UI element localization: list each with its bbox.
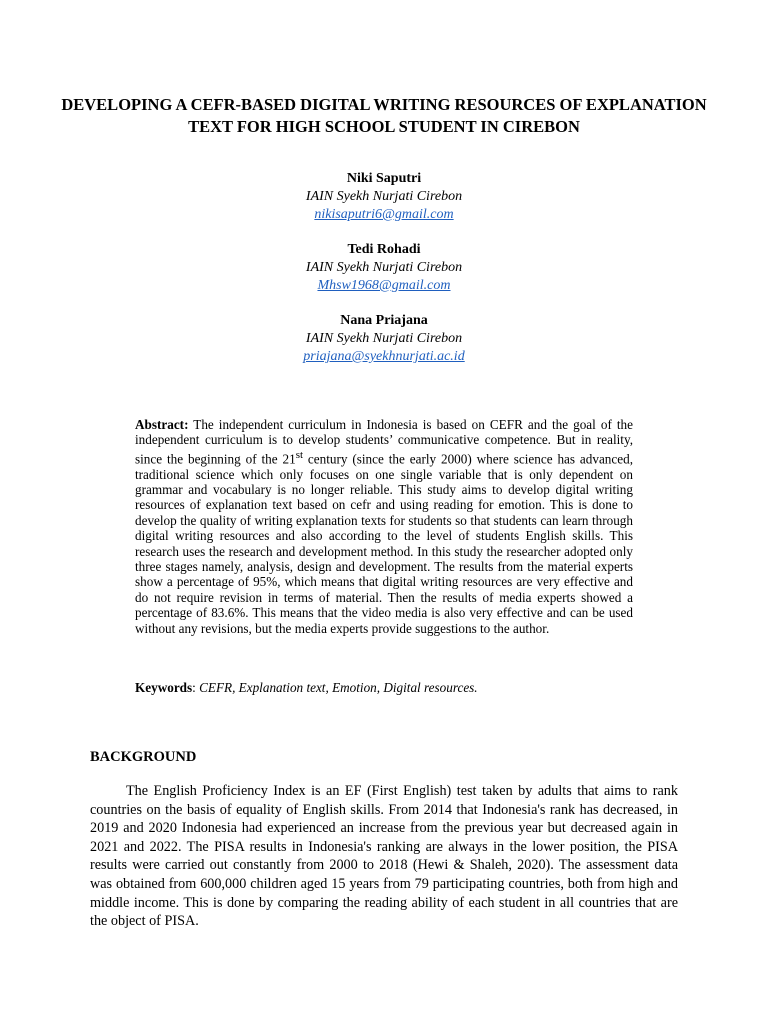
section-heading-background: BACKGROUND (90, 749, 197, 765)
author-block (100, 170, 668, 383)
author-email-link[interactable]: priajana@syekhnurjati.ac.id (303, 349, 465, 364)
author-email-link[interactable]: Mhsw1968@gmail.com (317, 278, 451, 293)
background-paragraph: The English Proficiency Index is an EF (First English) test taken by adults that aims to rank countries on the basis of equality of English skills. From 2014 that Indonesia's rank has decreased, in 2019 and 2020 Indonesia had experienced an increase from the previous year but decreased again in 2021 and 2022. The PISA results in Indonesia's ranking are always in the lower position, the PISA results were carried out constantly from 2000 to 2018 (Hewi & Shaleh, 2020). The assessment data was obtained from 600,000 children aged 15 years from 79 participating countries, both from high and middle income. This is done by comparing the reading ability of each student in all countries that are the object of PISA. (90, 783, 678, 930)
keywords-value: CEFR, Explanation text, Emotion, Digital resources. (199, 680, 478, 695)
keywords-separator: : (192, 680, 200, 695)
author-entry (100, 241, 668, 295)
author-entry (100, 170, 668, 224)
abstract-text-continued: century (since the early 2000) where science has advanced, traditional science which only focuses on one single variable that is only dependent on grammar and vocabulary is no longer reliable. This study aims to develop digital writing resources of explanation text based on cefr and using reading for emotion. This is done to develop the quality of writing explanation texts for students so that students can learn through digital writing resources and also according to the level of students English skills. This research uses the research and development method. In this study the researcher adopted only three stages namely, analysis, design and development. The results from the material experts show a percentage of 95%, which means that digital writing resources are very effective and do not require revision in terms of material. Then the results of media experts showed a percentage of 83.6%. This means that the video media is also very effective and can be used without any revisions, but the media experts provide suggestions to the author. (135, 451, 633, 636)
author-name: Niki Saputri (346, 171, 422, 186)
abstract-superscript: st (295, 448, 304, 461)
author-entry (100, 312, 668, 366)
keywords-label: Keywords (135, 680, 193, 695)
paper-title: DEVELOPING A CEFR-BASED DIGITAL WRITING RESOURCES OF EXPLANATION TEXT FOR HIGH SCHOOL STUDENT IN CIREBON (61, 95, 707, 136)
author-affiliation: IAIN Syekh Nurjati Cirebon (305, 189, 463, 204)
author-name: Tedi Rohadi (347, 242, 421, 257)
author-affiliation: IAIN Syekh Nurjati Cirebon (305, 260, 463, 275)
abstract (135, 417, 633, 636)
keywords (135, 680, 633, 696)
author-email-link[interactable]: nikisaputri6@gmail.com (314, 207, 454, 222)
author-affiliation: IAIN Syekh Nurjati Cirebon (305, 331, 463, 346)
abstract-label: Abstract: (135, 417, 189, 432)
abstract-text: The independent curriculum in Indonesia is based on CEFR and the goal of the independent curriculum is to develop students’ communicative competence. But in reality, since the beginning of the 21 (135, 417, 633, 467)
author-name: Nana Priajana (340, 313, 428, 328)
